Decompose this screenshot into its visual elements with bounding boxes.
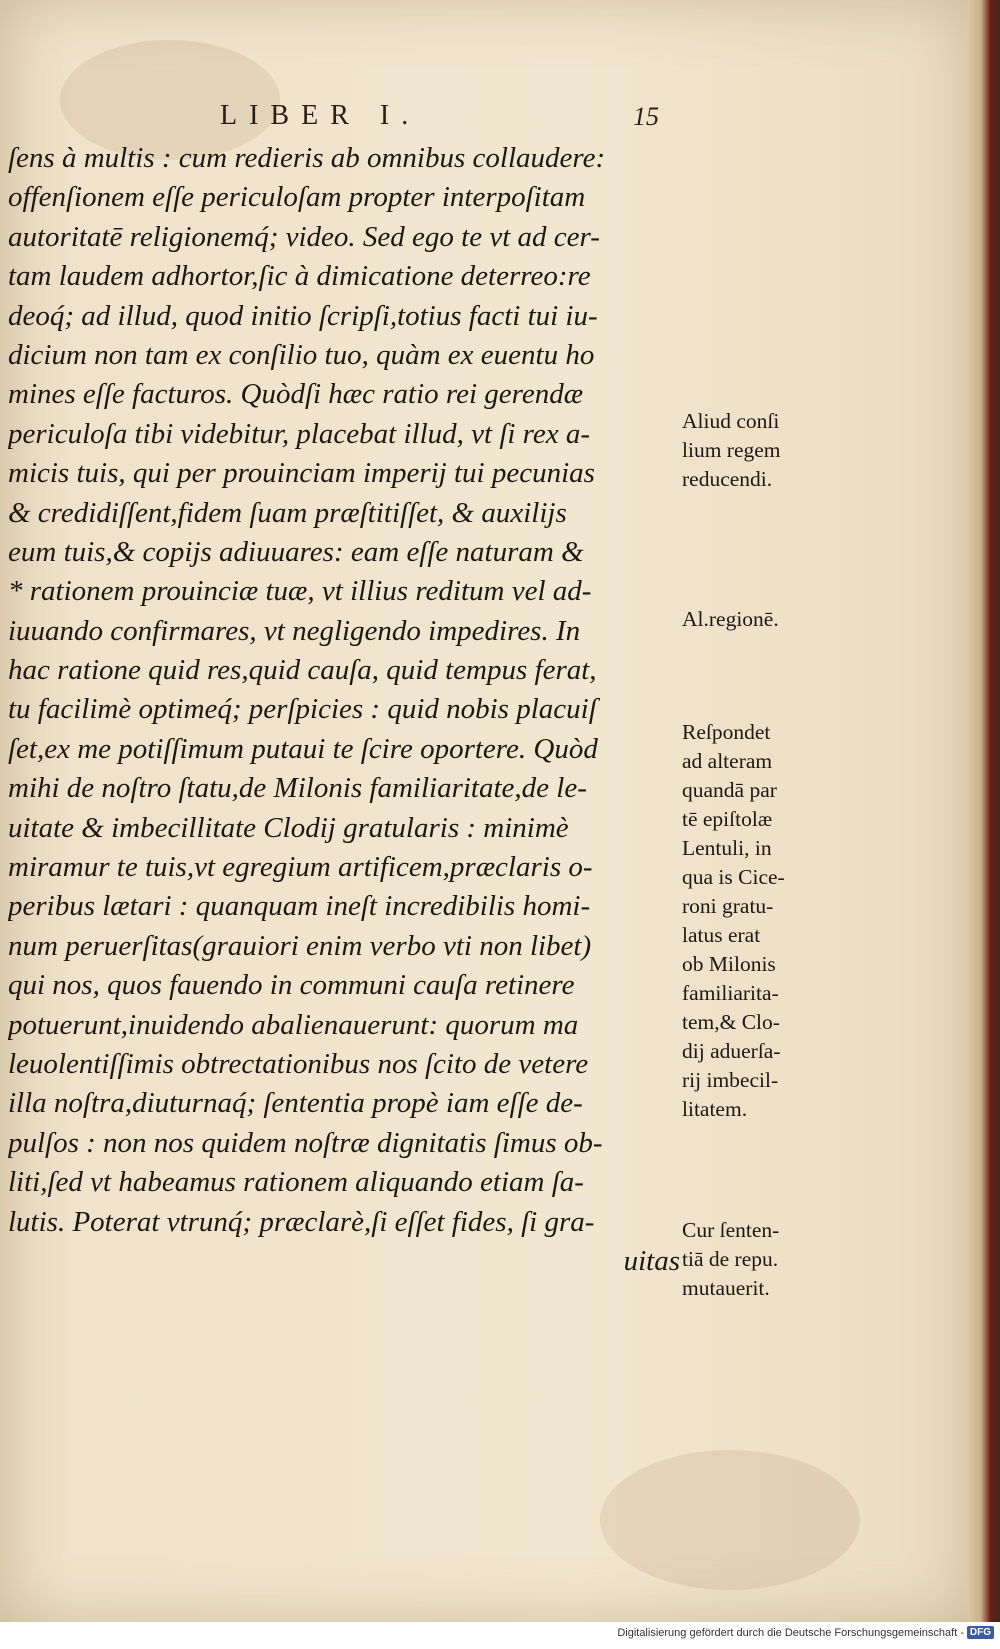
- marginal-line: rij imbecil-: [682, 1068, 779, 1092]
- text-line: uitas: [623, 1244, 680, 1277]
- marginal-line: Cur ſenten-: [682, 1218, 780, 1242]
- book-edge: [968, 0, 1000, 1622]
- text-line: num peruerſitas(grauiori enim verbo vti non libet): [8, 929, 592, 962]
- digitization-credit: Digitalisierung gefördert durch die Deutsche Forschungsgemeinschaft -: [617, 1627, 964, 1639]
- text-line: mines eſſe facturos. Quòdſi hæc ratio rei gerendæ: [8, 378, 584, 411]
- marginal-line: dij aduerſa-: [682, 1039, 781, 1063]
- marginal-line: tem,& Clo-: [682, 1010, 780, 1034]
- text-line: tu facilimè optimeq́; perſpicies : quid nobis placuiſ: [8, 693, 597, 726]
- text-line: liti,ſed vt habeamus rationem aliquando etiam ſa-: [8, 1166, 584, 1199]
- marginal-line: ob Milonis: [682, 952, 776, 976]
- text-line: eum tuis,& copijs adiuuares: eam eſſe naturam &: [8, 535, 584, 568]
- marginal-line: tē epiſtolæ: [682, 807, 773, 831]
- text-line: qui nos, quos fauendo in communi cauſa retinere: [8, 969, 575, 1002]
- marginal-line: roni gratu-: [682, 894, 774, 918]
- text-line: offenſionem eſſe periculoſam propter interpoſitam: [8, 181, 586, 214]
- running-title: LIBER I.: [220, 100, 421, 131]
- text-line: potuerunt,inuidendo abalienauerunt: quorum ma: [8, 1008, 579, 1041]
- marginal-line: latus erat: [682, 923, 761, 947]
- text-line: deoq́; ad illud, quod initio ſcripſi,totius facti tui iu-: [8, 299, 598, 332]
- text-line: uitate & imbecillitate Clodij gratularis : minimè: [8, 811, 569, 844]
- text-line: ſens à multis : cum redieris ab omnibus collaudere:: [8, 142, 606, 174]
- marginal-line: reducendi.: [682, 467, 773, 491]
- running-head: [0, 100, 690, 140]
- marginal-line: Reſpondet: [682, 720, 771, 744]
- text-line: autoritatē religionemq́; video. Sed ego te vt ad cer-: [8, 220, 600, 253]
- text-line: leuolentiſſimis obtrectationibus nos ſcito de vetere: [8, 1047, 589, 1080]
- text-line: & credidiſſent,fidem ſuam præſtitiſſet, & auxilijs: [8, 496, 567, 529]
- marginal-line: qua is Cice-: [682, 865, 785, 889]
- paper-stain: [600, 1450, 860, 1590]
- text-line: hac ratione quid res,quid cauſa, quid tempus ferat,: [8, 654, 597, 687]
- page-number: 15: [633, 102, 659, 131]
- marginal-line: tiā de repu.: [682, 1247, 779, 1271]
- marginal-note-1: [682, 407, 847, 494]
- text-line: mihi de noſtro ſtatu,de Milonis familiaritate,de le-: [8, 772, 587, 805]
- text-line: periculoſa tibi videbitur, placebat illud, vt ſi rex a-: [8, 417, 591, 450]
- marginal-line: lium regem: [682, 438, 781, 462]
- text-line: iuuando confirmares, vt negligendo impedires. In: [8, 614, 581, 647]
- marginal-note-2: [682, 605, 847, 634]
- marginal-line: Lentuli, in: [682, 836, 772, 860]
- marginal-line: familiarita-: [682, 981, 779, 1005]
- marginal-note-4: [682, 1216, 847, 1303]
- text-line: tam laudem adhortor,ſic à dimicatione deterreo:re: [8, 260, 591, 293]
- text-line: pulſos : non nos quidem noſtræ dignitatis ſimus ob-: [8, 1126, 603, 1159]
- marginal-note-3: [682, 718, 847, 1124]
- marginal-line: quandā par: [682, 778, 777, 802]
- text-line: peribus lætari : quanquam ineſt incredibilis homi-: [8, 890, 591, 923]
- text-line: illa noſtra,diuturnaq́; ſententia propè iam eſſe de-: [8, 1087, 583, 1120]
- text-line: lutis. Poterat vtrunq́; præclarè,ſi eſſet fides, ſi gra-: [8, 1205, 595, 1238]
- text-line: miramur te tuis,vt egregium artificem,præclaris o-: [8, 851, 593, 884]
- marginal-line: Al.regionē.: [682, 607, 779, 631]
- marginal-line: litatem.: [682, 1097, 748, 1121]
- marginal-line: ad alteram: [682, 749, 773, 773]
- dfg-logo: DFG: [967, 1626, 994, 1639]
- main-text: [8, 139, 688, 1281]
- text-line: * rationem prouinciæ tuæ, vt illius reditum vel ad-: [8, 575, 592, 608]
- text-line: ſet,ex me potiſſimum putaui te ſcire oportere. Quòd: [8, 732, 598, 765]
- marginal-line: mutauerit.: [682, 1276, 770, 1300]
- marginal-line: Aliud conſi: [682, 409, 780, 433]
- text-line: micis tuis, qui per prouinciam imperij tui pecunias: [8, 457, 595, 490]
- text-line: dicium non tam ex conſilio tuo, quàm ex euentu ho: [8, 338, 595, 371]
